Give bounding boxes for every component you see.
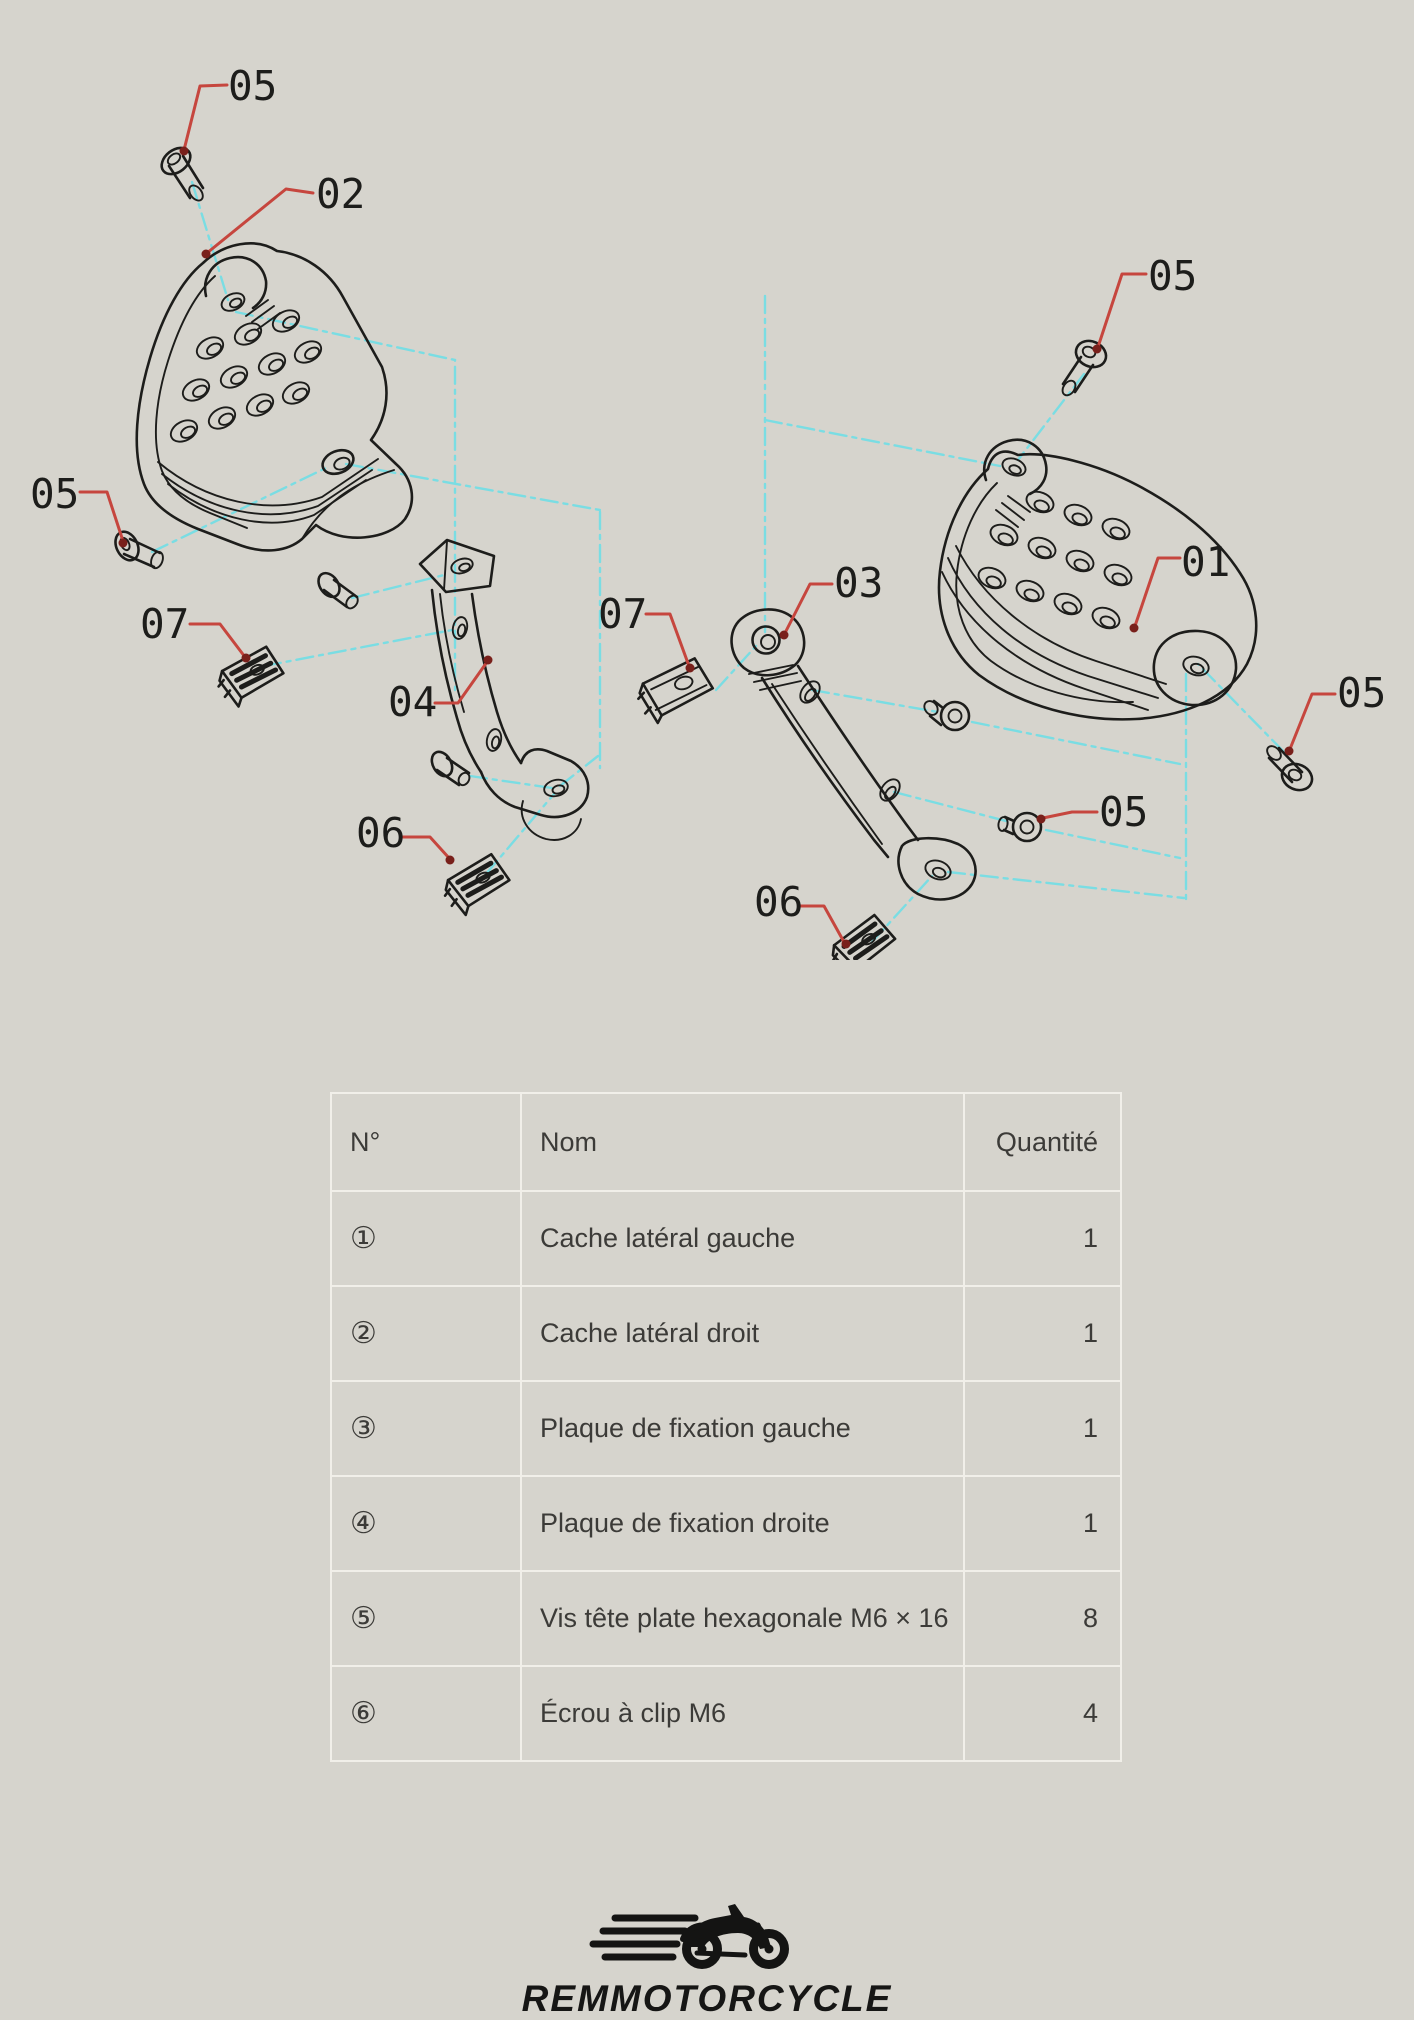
callout-label: 07 — [598, 590, 648, 638]
callout-label: 06 — [356, 809, 406, 857]
part-number: ④ — [350, 1506, 377, 1541]
col-header-qty: Quantité — [964, 1093, 1121, 1191]
part-name: Plaque de fixation gauche — [521, 1381, 964, 1476]
motorcycle-logo-icon — [545, 1893, 865, 1983]
table-row — [331, 1191, 1121, 1286]
part-02-left-cover — [137, 243, 412, 550]
callout-05-top-right — [1093, 252, 1198, 354]
pin-screw-upper — [314, 569, 360, 610]
part-name: Cache latéral gauche — [521, 1191, 964, 1286]
callout-06-right — [754, 878, 851, 949]
part-04-right-fixation-plate — [420, 540, 588, 840]
callout-07-middle — [598, 590, 695, 673]
table-row — [331, 1666, 1121, 1761]
table-row — [331, 1286, 1121, 1381]
part-qty: 4 — [964, 1666, 1121, 1761]
brand-name: REMMOTORCYCLE — [521, 1978, 893, 2019]
part-name: Cache latéral droit — [521, 1286, 964, 1381]
callout-label: 05 — [1337, 669, 1387, 717]
callout-05-left — [30, 470, 128, 548]
part-number: ③ — [350, 1411, 377, 1446]
table-row — [331, 1571, 1121, 1666]
table-header-row — [331, 1093, 1121, 1191]
screw-05-plate-lower — [997, 813, 1041, 841]
callout-label: 05 — [1099, 788, 1149, 836]
callout-05-right — [1285, 669, 1387, 756]
callout-05-middle — [1037, 788, 1149, 836]
col-header-name: Nom — [521, 1093, 964, 1191]
callout-07-left — [140, 600, 251, 663]
table-row — [331, 1476, 1121, 1571]
callout-03 — [780, 559, 884, 640]
callout-01 — [1130, 538, 1231, 633]
clip-nut-07-middle — [632, 656, 718, 726]
part-name: Vis tête plate hexagonale M6 × 16 — [521, 1571, 964, 1666]
parts-table — [330, 1092, 1122, 1762]
clip-nut-06-right — [823, 912, 902, 960]
callout-05-top-left — [180, 62, 278, 156]
part-number: ① — [350, 1221, 377, 1256]
callout-label: 03 — [834, 559, 884, 607]
table-row — [331, 1381, 1121, 1476]
callout-label: 06 — [754, 878, 804, 926]
callout-label: 05 — [30, 470, 80, 518]
part-qty: 1 — [964, 1286, 1121, 1381]
callout-02 — [202, 170, 366, 259]
exploded-diagram — [0, 0, 1414, 960]
clip-nut-07-left — [212, 645, 289, 711]
part-number: ② — [350, 1316, 377, 1351]
pin-screw-lower — [428, 748, 472, 787]
part-03-left-fixation-plate — [732, 609, 976, 899]
part-qty: 1 — [964, 1191, 1121, 1286]
screw-05-plate-upper — [922, 698, 969, 730]
part-qty: 1 — [964, 1476, 1121, 1571]
col-header-num: N° — [331, 1093, 521, 1191]
part-number: ⑥ — [350, 1696, 377, 1731]
part-qty: 8 — [964, 1571, 1121, 1666]
callout-06-left — [356, 809, 455, 865]
screw-05-top-right — [1060, 336, 1110, 398]
callout-label: 07 — [140, 600, 190, 648]
part-qty: 1 — [964, 1381, 1121, 1476]
part-name: Plaque de fixation droite — [521, 1476, 964, 1571]
hole-grid — [975, 488, 1134, 632]
callout-04 — [388, 656, 493, 727]
callout-label: 01 — [1181, 538, 1231, 586]
part-number: ⑤ — [350, 1601, 377, 1636]
callout-label: 05 — [1148, 252, 1198, 300]
callout-label: 05 — [228, 62, 278, 110]
part-name: Écrou à clip M6 — [521, 1666, 964, 1761]
callout-label: 02 — [316, 170, 366, 218]
callout-label: 04 — [388, 678, 438, 726]
